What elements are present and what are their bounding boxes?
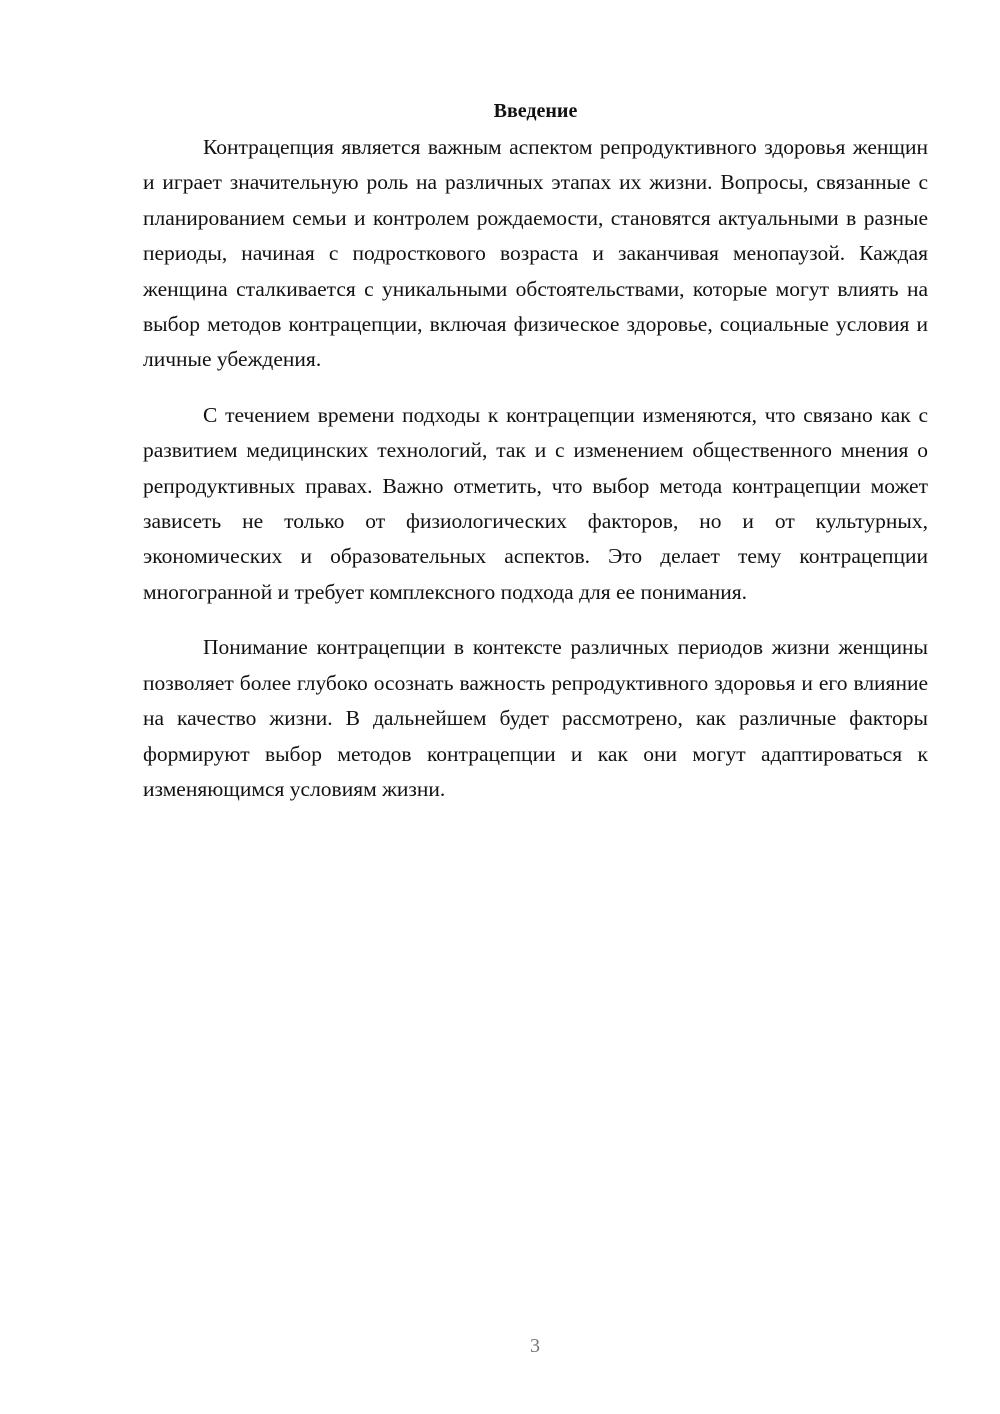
page-content [143, 96, 928, 827]
paragraph-2: С течением времени подходы к контрацепции изменяются, что связано как с развитием медицинских технологий, так и с изменением общественного мнения о репродуктивных правах. Важно отметить, что выбор метода контрацепции может зависеть не только от физиологических факторов, но и от культурных, экономических и образовательных аспектов. Это делает тему контрацепции многогранной и требует комплексного подхода для ее понимания. [143, 402, 928, 604]
paragraph-3: Понимание контрацепции в контексте различных периодов жизни женщины позволяет более глубоко осознать важность репродуктивного здоровья и его влияние на качество жизни. В дальнейшем будет рассмотрено, как различные факторы формируют выбор методов контрацепции и как они могут адаптироваться к изменяющимся условиям жизни. [143, 635, 928, 801]
page-number: 3 [530, 1335, 540, 1357]
paragraph-1: Контрацепция является важным аспектом репродуктивного здоровья женщин и играет значительную роль на различных этапах их жизни. Вопросы, связанные с планированием семьи и контролем рождаемости, становятся актуальными в разные периоды, начиная с подросткового возраста и заканчивая менопаузой. Каждая женщина сталкивается с уникальными обстоятельствами, которые могут влиять на выбор методов контрацепции, включая физическое здоровье, социальные условия и личные убеждения. [143, 135, 928, 372]
section-title: Введение [493, 100, 578, 122]
